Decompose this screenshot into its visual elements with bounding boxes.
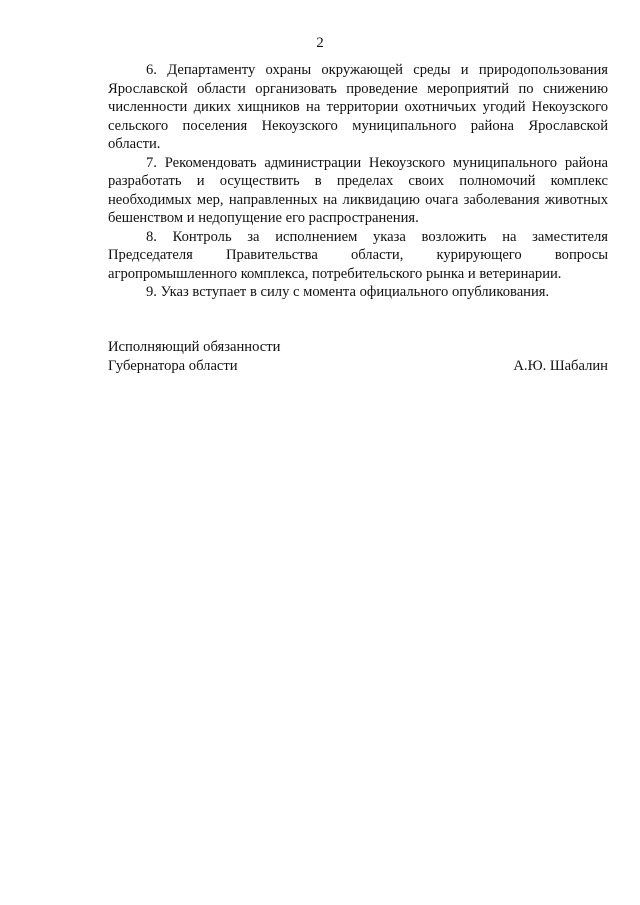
paragraph-9: 9. Указ вступает в силу с момента официального опубликования. (146, 284, 550, 300)
paragraph-6: 6. Департаменту охраны окружающей среды и природопользования Ярославской области организовать проведение мероприятий по снижению численности диких хищников на территории охотничьих угодий Некоузского сельского поселения Некоузского муниципального района Ярославской области. (108, 62, 608, 152)
signature-title-line-2 (108, 357, 608, 376)
signatory-name: А.Ю. Шабалин (513, 357, 608, 374)
paragraph-7: 7. Рекомендовать администрации Некоузского муниципального района разработать и осуществить в пределах своих полномочий комплекс необходимых мер, направленных на ликвидацию очага заболевания животных бешенством и недопущение его распространения. (108, 154, 608, 226)
page-number: 2 (316, 35, 324, 51)
signature-title-2: Губернатора области (108, 357, 238, 374)
signature-block (108, 338, 608, 375)
decree-body (108, 61, 608, 302)
signature-title-1: Исполняющий обязанности (108, 339, 281, 355)
paragraph-8: 8. Контроль за исполнением указа возложить на заместителя Председателя Правительства области, курирующего вопросы агропромышленного комплекса, потребительского рынка и ветеринарии. (108, 228, 608, 282)
signature-title-line-1 (108, 338, 608, 357)
